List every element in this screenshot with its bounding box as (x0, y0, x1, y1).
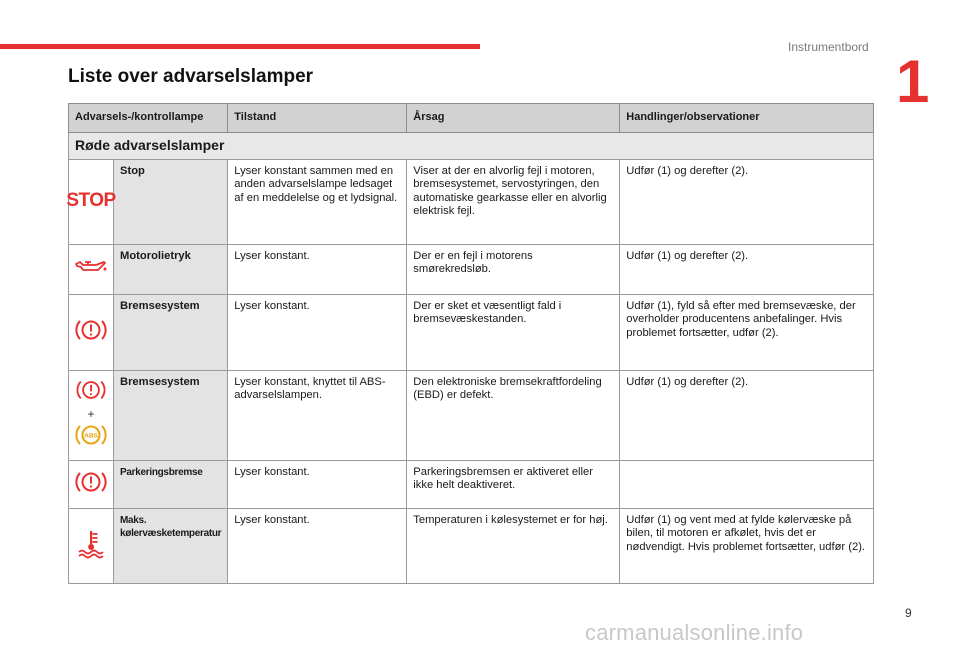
lamp-arsag: Temperaturen i kølesystemet er for høj. (407, 508, 620, 583)
lamp-arsag: Der er en fejl i motorens smørekredsløb. (407, 244, 620, 294)
table-header-row (69, 104, 874, 133)
header-accent-bar (0, 44, 480, 49)
lamp-handling (620, 460, 874, 508)
abs-icon (75, 421, 107, 449)
coolant-temperature-icon (76, 528, 106, 558)
lamp-handling: Udfør (1) og vent med at fylde kølervæske på bilen, til motoren er afkølet, hvis det er nødvendigt. Hvis problemet fortsætter, udfør (2). (620, 508, 874, 583)
lamp-tilstand: Lyser konstant. (228, 244, 407, 294)
lamp-name: Maks. kølervæsketemperatur (114, 508, 228, 583)
section-title: Instrumentbord (788, 40, 869, 54)
column-header-lamp: Advarsels-/kontrollampe (69, 104, 228, 133)
lamp-tilstand: Lyser konstant. (228, 460, 407, 508)
lamp-handling: Udfør (1), fyld så efter med bremsevæske, der overholder producentens anbefalinger. Hvis problemet fortsætter, udfør (2). (620, 294, 874, 370)
row-icon-cell (66, 159, 116, 244)
lamp-name: Bremsesystem (114, 294, 228, 370)
lamp-name: Parkeringsbremse (114, 460, 228, 508)
row-icon-cell (69, 508, 114, 583)
lamp-name: Motorolietryk (114, 244, 228, 294)
brake-warning-icon (75, 316, 107, 344)
page-number: 9 (905, 606, 912, 620)
column-header-tilstand: Tilstand (228, 104, 407, 133)
row-icon-cell (69, 244, 114, 294)
table-row (69, 370, 874, 460)
table-row (69, 508, 874, 583)
lamp-handling: Udfør (1) og derefter (2). (620, 370, 874, 460)
column-header-arsag: Årsag (407, 104, 620, 133)
row-icon-cell (69, 370, 114, 460)
svg-text:STOP: STOP (66, 190, 116, 212)
lamp-tilstand: Lyser konstant. (228, 294, 407, 370)
oil-pressure-icon (74, 258, 108, 276)
chapter-number: 1 (896, 48, 930, 115)
watermark: carmanualsonline.info (585, 620, 804, 645)
lamp-tilstand: Lyser konstant sammen med en anden advarselslampe ledsaget af en meddelelse og et lydsignal. (228, 159, 407, 244)
brake-warning-icon (75, 377, 107, 403)
group-row-red (69, 133, 874, 160)
abs-text: ABS (84, 432, 98, 440)
table-row (69, 159, 874, 244)
lamp-tilstand: Lyser konstant. (228, 508, 407, 583)
parking-brake-icon (75, 468, 107, 496)
row-icon-cell (69, 294, 114, 370)
plus-sign: + (87, 407, 95, 421)
group-label: Røde advarselslamper (69, 133, 874, 160)
warning-lamps-table (68, 103, 874, 584)
lamp-name: Stop (114, 159, 228, 244)
table-row (69, 244, 874, 294)
column-header-handlinger: Handlinger/observationer (620, 104, 874, 133)
lamp-arsag: Parkeringsbremsen er aktiveret eller ikke helt deaktiveret. (407, 460, 620, 508)
lamp-tilstand: Lyser konstant, knyttet til ABS-advarselslampen. (228, 370, 407, 460)
lamp-arsag: Viser at der en alvorlig fejl i motoren, bremsesystemet, servostyringen, den automatiske gearkasse eller en alvorlig elektrisk fejl. (407, 159, 620, 244)
table-row (69, 460, 874, 508)
row-icon-cell (69, 460, 114, 508)
lamp-handling: Udfør (1) og derefter (2). (620, 244, 874, 294)
lamp-arsag: Den elektroniske bremsekraftfordeling (EBD) er defekt. (407, 370, 620, 460)
page-title: Liste over advarselslamper (68, 66, 314, 87)
lamp-name: Bremsesystem (114, 370, 228, 460)
stop-icon (66, 188, 116, 212)
lamp-arsag: Der er sket et væsentligt fald i bremsevæskestanden. (407, 294, 620, 370)
table-row (69, 294, 874, 370)
lamp-handling: Udfør (1) og derefter (2). (620, 159, 874, 244)
